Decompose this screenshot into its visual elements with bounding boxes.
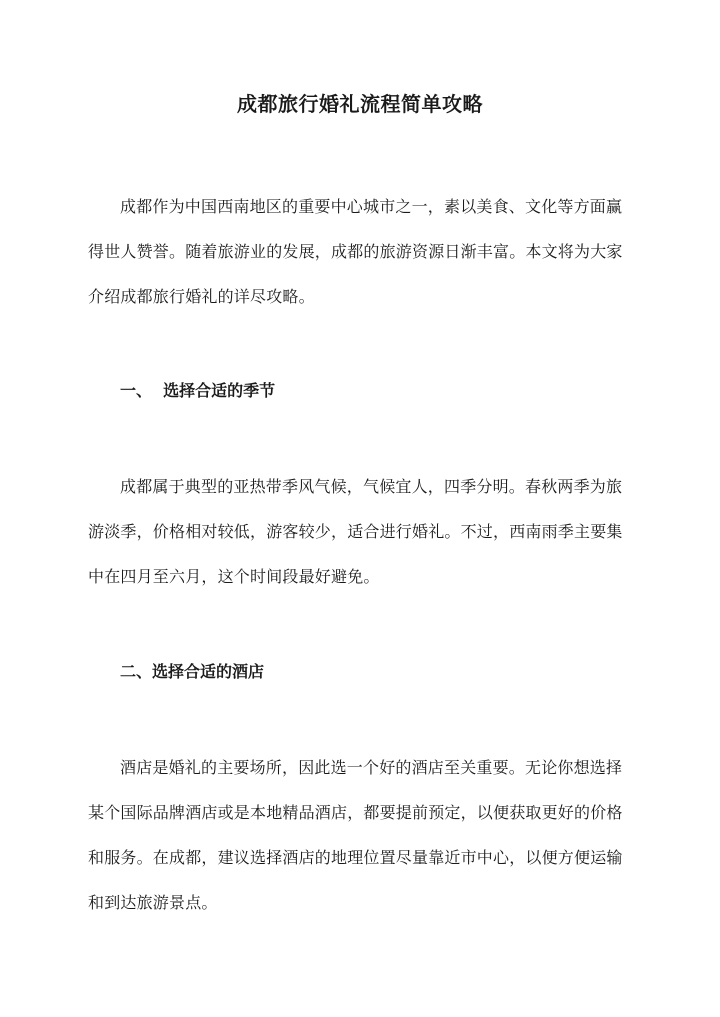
intro-paragraph: 成都作为中国西南地区的重要中心城市之一，素以美食、文化等方面赢得世人赞誉。随着旅游业的发展，成都的旅游资源日渐丰富。本文将为大家介绍成都旅行婚礼的详尽攻略。 [88, 197, 623, 306]
section-heading-hotel: 二、选择合适的酒店 [120, 662, 265, 681]
document-title: 成都旅行婚礼流程简单攻略 [237, 92, 483, 116]
section-paragraph-season: 成都属于典型的亚热带季风气候，气候宜人，四季分明。春秋两季为旅游淡季，价格相对较低，游客较少，适合进行婚礼。不过，西南雨季主要集中在四月至六月，这个时间段最好避免。 [88, 477, 623, 586]
section-heading-season: 一、 选择合适的季节 [120, 381, 276, 400]
section-paragraph-hotel: 酒店是婚礼的主要场所，因此选一个好的酒店至关重要。无论你想选择某个国际品牌酒店或是本地精品酒店，都要提前预定，以便获取更好的价格和服务。在成都，建议选择酒店的地理位置尽量靠近市中心，以便方便运输和到达旅游景点。 [88, 758, 623, 912]
